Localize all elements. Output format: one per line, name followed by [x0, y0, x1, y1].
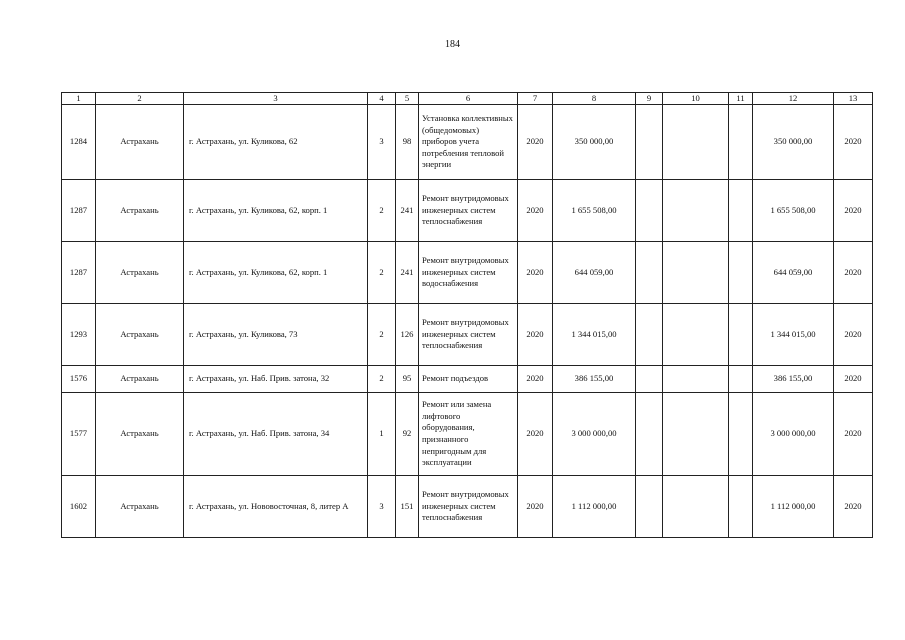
header-row — [62, 93, 873, 105]
cell-total: 1 655 508,00 — [753, 180, 834, 242]
cell-col10 — [663, 180, 729, 242]
cell-work-type: Ремонт или замена лифтового оборудования, признанного непригодным для эксплуатации — [419, 393, 518, 476]
register-table — [61, 92, 873, 538]
cell-number: 1287 — [62, 242, 96, 304]
cell-col5: 92 — [396, 393, 419, 476]
cell-work-type: Ремонт внутридомовых инженерных систем теплоснабжения — [419, 180, 518, 242]
cell-city: Астрахань — [96, 242, 184, 304]
cell-year-end: 2020 — [834, 366, 873, 393]
cell-cost: 3 000 000,00 — [553, 393, 636, 476]
cell-col11 — [729, 242, 753, 304]
column-header: 5 — [396, 93, 419, 105]
cell-year: 2020 — [518, 242, 553, 304]
cell-col11 — [729, 393, 753, 476]
cell-year-end: 2020 — [834, 180, 873, 242]
cell-col9 — [636, 242, 663, 304]
cell-number: 1284 — [62, 105, 96, 180]
cell-city: Астрахань — [96, 105, 184, 180]
cell-number: 1602 — [62, 476, 96, 538]
cell-address: г. Астрахань, ул. Наб. Прив. затона, 32 — [184, 366, 368, 393]
cell-col11 — [729, 180, 753, 242]
cell-city: Астрахань — [96, 366, 184, 393]
cell-col4: 2 — [368, 242, 396, 304]
column-header: 7 — [518, 93, 553, 105]
cell-total: 644 059,00 — [753, 242, 834, 304]
cell-col9 — [636, 393, 663, 476]
cell-col4: 3 — [368, 476, 396, 538]
cell-col11 — [729, 476, 753, 538]
cell-year: 2020 — [518, 180, 553, 242]
cell-number: 1576 — [62, 366, 96, 393]
cell-col10 — [663, 105, 729, 180]
column-header: 12 — [753, 93, 834, 105]
column-header: 8 — [553, 93, 636, 105]
table-row — [62, 105, 873, 180]
cell-address: г. Астрахань, ул. Куликова, 62, корп. 1 — [184, 180, 368, 242]
cell-col5: 95 — [396, 366, 419, 393]
cell-total: 3 000 000,00 — [753, 393, 834, 476]
cell-year: 2020 — [518, 393, 553, 476]
cell-work-type: Ремонт внутридомовых инженерных систем водоснабжения — [419, 242, 518, 304]
cell-col10 — [663, 242, 729, 304]
cell-col5: 241 — [396, 242, 419, 304]
cell-col9 — [636, 366, 663, 393]
cell-work-type: Ремонт внутридомовых инженерных систем теплоснабжения — [419, 476, 518, 538]
cell-total: 350 000,00 — [753, 105, 834, 180]
table-row — [62, 304, 873, 366]
cell-year: 2020 — [518, 366, 553, 393]
cell-col5: 151 — [396, 476, 419, 538]
column-header: 1 — [62, 93, 96, 105]
column-header: 3 — [184, 93, 368, 105]
cell-city: Астрахань — [96, 476, 184, 538]
cell-col5: 241 — [396, 180, 419, 242]
cell-col4: 3 — [368, 105, 396, 180]
cell-col10 — [663, 366, 729, 393]
cell-address: г. Астрахань, ул. Куликова, 62 — [184, 105, 368, 180]
cell-total: 386 155,00 — [753, 366, 834, 393]
cell-cost: 1 112 000,00 — [553, 476, 636, 538]
cell-year-end: 2020 — [834, 304, 873, 366]
cell-col4: 2 — [368, 304, 396, 366]
cell-address: г. Астрахань, ул. Куликова, 73 — [184, 304, 368, 366]
cell-cost: 350 000,00 — [553, 105, 636, 180]
cell-col10 — [663, 476, 729, 538]
cell-col11 — [729, 304, 753, 366]
cell-work-type: Установка коллективных (общедомовых) приборов учета потребления тепловой энергии — [419, 105, 518, 180]
cell-col4: 2 — [368, 180, 396, 242]
cell-city: Астрахань — [96, 180, 184, 242]
cell-cost: 386 155,00 — [553, 366, 636, 393]
cell-col10 — [663, 393, 729, 476]
cell-col11 — [729, 105, 753, 180]
cell-total: 1 344 015,00 — [753, 304, 834, 366]
cell-year-end: 2020 — [834, 105, 873, 180]
cell-col5: 126 — [396, 304, 419, 366]
cell-col10 — [663, 304, 729, 366]
cell-col9 — [636, 304, 663, 366]
cell-col11 — [729, 366, 753, 393]
cell-cost: 1 344 015,00 — [553, 304, 636, 366]
cell-address: г. Астрахань, ул. Наб. Прив. затона, 34 — [184, 393, 368, 476]
cell-work-type: Ремонт внутридомовых инженерных систем теплоснабжения — [419, 304, 518, 366]
table-row — [62, 393, 873, 476]
column-header: 6 — [419, 93, 518, 105]
cell-col4: 1 — [368, 393, 396, 476]
table-row — [62, 476, 873, 538]
cell-year-end: 2020 — [834, 242, 873, 304]
column-header: 4 — [368, 93, 396, 105]
table-row — [62, 366, 873, 393]
cell-year: 2020 — [518, 105, 553, 180]
cell-cost: 644 059,00 — [553, 242, 636, 304]
cell-col5: 98 — [396, 105, 419, 180]
cell-address: г. Астрахань, ул. Нововосточная, 8, литер А — [184, 476, 368, 538]
column-header: 2 — [96, 93, 184, 105]
cell-number: 1293 — [62, 304, 96, 366]
cell-number: 1287 — [62, 180, 96, 242]
cell-number: 1577 — [62, 393, 96, 476]
cell-city: Астрахань — [96, 304, 184, 366]
table-row — [62, 180, 873, 242]
cell-cost: 1 655 508,00 — [553, 180, 636, 242]
cell-year: 2020 — [518, 476, 553, 538]
cell-address: г. Астрахань, ул. Куликова, 62, корп. 1 — [184, 242, 368, 304]
cell-work-type: Ремонт подъездов — [419, 366, 518, 393]
table-row — [62, 242, 873, 304]
cell-year-end: 2020 — [834, 393, 873, 476]
cell-col9 — [636, 476, 663, 538]
cell-year-end: 2020 — [834, 476, 873, 538]
cell-col9 — [636, 180, 663, 242]
cell-total: 1 112 000,00 — [753, 476, 834, 538]
column-header: 9 — [636, 93, 663, 105]
column-header: 10 — [663, 93, 729, 105]
page-number: 184 — [445, 39, 460, 50]
cell-col9 — [636, 105, 663, 180]
column-header: 11 — [729, 93, 753, 105]
cell-year: 2020 — [518, 304, 553, 366]
column-header: 13 — [834, 93, 873, 105]
cell-city: Астрахань — [96, 393, 184, 476]
cell-col4: 2 — [368, 366, 396, 393]
